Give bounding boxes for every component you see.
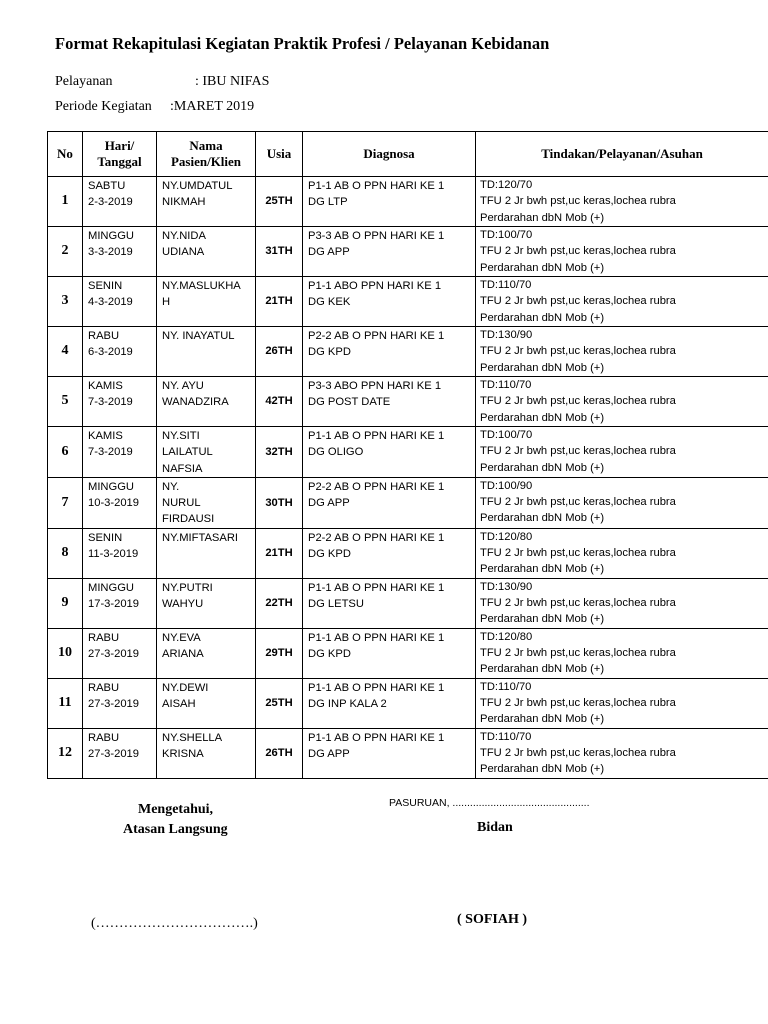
row-no: 12 [48,728,83,778]
row-hari-tanggal: KAMIS 7-3-2019 [83,377,157,427]
table-header-row [48,132,768,177]
row-no: 1 [48,177,83,227]
row-hari-tanggal: SENIN 11-3-2019 [83,528,157,578]
table-row [48,427,768,478]
row-nama-pasien: NY. INAYATUL [157,327,256,377]
periode-label: Periode Kegiatan [55,99,152,114]
row-hari-tanggal: RABU 27-3-2019 [83,678,157,728]
row-no: 7 [48,477,83,528]
pelayanan-value: : IBU NIFAS [195,74,270,89]
tindakan-td: TD:100/90 [480,479,533,492]
row-usia: 42TH [256,377,303,427]
row-diagnosa: P1-1 ABO PPN HARI KE 1 DG KEK [303,277,476,327]
header-nama-pasien: Nama Pasien/Klien [157,132,256,177]
row-diagnosa: P1-1 AB O PPN HARI KE 1 DG LTP [303,177,476,227]
header-diagnosa: Diagnosa [303,132,476,177]
tindakan-td: TD:120/80 [480,530,533,543]
table-row [48,227,768,277]
table-row [48,377,768,427]
row-usia: 26TH [256,327,303,377]
tindakan-perd: Perdarahan dbN Mob (+) [480,713,605,726]
row-hari-tanggal: RABU 27-3-2019 [83,628,157,678]
row-usia: 26TH [256,728,303,778]
tindakan-perd: Perdarahan dbN Mob (+) [480,461,605,474]
mengetahui-label: Mengetahui, [138,802,214,817]
tindakan-tfu: TFU 2 Jr bwh pst,uc keras,lochea rubra [480,195,676,208]
tindakan-perd: Perdarahan dbN Mob (+) [480,763,605,776]
tindakan-tfu: TFU 2 Jr bwh pst,uc keras,lochea rubra [480,597,676,610]
document-title: Format Rekapitulasi Kegiatan Praktik Profesi / Pelayanan Kebidanan [55,34,550,53]
table-row [48,578,768,628]
tindakan-perd: Perdarahan dbN Mob (+) [480,663,605,676]
row-no: 4 [48,327,83,377]
tindakan-td: TD:100/70 [480,229,533,241]
row-usia: 32TH [256,427,303,478]
row-tindakan [476,427,768,478]
row-nama-pasien: NY.NIDA UDIANA [157,227,256,277]
row-usia: 31TH [256,227,303,277]
signature-line-left: (…………………………….) [91,916,258,931]
row-diagnosa: P3-3 ABO PPN HARI KE 1 DG POST DATE [303,377,476,427]
row-nama-pasien: NY.UMDATUL NIKMAH [157,177,256,227]
row-no: 2 [48,227,83,277]
table-row [48,477,768,528]
row-no: 10 [48,628,83,678]
tindakan-tfu: TFU 2 Jr bwh pst,uc keras,lochea rubra [480,245,676,258]
tindakan-tfu: TFU 2 Jr bwh pst,uc keras,lochea rubra [480,647,676,660]
table-row [48,678,768,728]
row-nama-pasien: NY. AYU WANADZIRA [157,377,256,427]
row-hari-tanggal: RABU 6-3-2019 [83,327,157,377]
tindakan-td: TD:130/90 [480,329,533,341]
table-row [48,628,768,678]
tindakan-td: TD:100/70 [480,429,533,441]
tindakan-tfu: TFU 2 Jr bwh pst,uc keras,lochea rubra [480,395,676,408]
row-tindakan [476,528,768,578]
tindakan-tfu: TFU 2 Jr bwh pst,uc keras,lochea rubra [480,295,676,308]
row-tindakan [476,277,768,327]
atasan-label: Atasan Langsung [123,822,228,837]
row-hari-tanggal: MINGGU 3-3-2019 [83,227,157,277]
row-nama-pasien: NY.SITI LAILATUL NAFSIA [157,427,256,478]
tindakan-tfu: TFU 2 Jr bwh pst,uc keras,lochea rubra [480,496,676,509]
row-tindakan [476,377,768,427]
row-nama-pasien: NY.MIFTASARI [157,528,256,578]
table-row [48,327,768,377]
row-diagnosa: P3-3 AB O PPN HARI KE 1 DG APP [303,227,476,277]
row-no: 5 [48,377,83,427]
row-diagnosa: P1-1 AB O PPN HARI KE 1 DG INP KALA 2 [303,678,476,728]
row-no: 8 [48,528,83,578]
row-tindakan [476,678,768,728]
tindakan-tfu: TFU 2 Jr bwh pst,uc keras,lochea rubra [480,547,676,560]
row-diagnosa: P1-1 AB O PPN HARI KE 1 DG LETSU [303,578,476,628]
row-nama-pasien: NY.PUTRI WAHYU [157,578,256,628]
row-hari-tanggal: SABTU 2-3-2019 [83,177,157,227]
pelayanan-label: Pelayanan [55,74,113,89]
row-hari-tanggal: SENIN 4-3-2019 [83,277,157,327]
row-nama-pasien: NY.DEWI AISAH [157,678,256,728]
row-nama-pasien: NY.MASLUKHA H [157,277,256,327]
recap-table [47,131,768,779]
row-nama-pasien: NY. NURUL FIRDAUSI [157,477,256,528]
row-no: 11 [48,678,83,728]
periode-value: :MARET 2019 [170,99,255,114]
header-tindakan: Tindakan/Pelayanan/Asuhan [476,132,768,177]
tindakan-perd: Perdarahan dbN Mob (+) [480,411,605,424]
tindakan-tfu: TFU 2 Jr bwh pst,uc keras,lochea rubra [480,747,676,760]
tindakan-tfu: TFU 2 Jr bwh pst,uc keras,lochea rubra [480,697,676,710]
bidan-label: Bidan [477,820,513,835]
table-row [48,277,768,327]
row-diagnosa: P1-1 AB O PPN HARI KE 1 DG KPD [303,628,476,678]
tindakan-perd: Perdarahan dbN Mob (+) [480,311,605,324]
table-row [48,528,768,578]
tindakan-perd: Perdarahan dbN Mob (+) [480,261,605,274]
tindakan-td: TD:110/70 [480,730,532,743]
tindakan-td: TD:130/90 [480,580,533,593]
header-hari-tanggal: Hari/ Tanggal [83,132,157,177]
row-diagnosa: P2-2 AB O PPN HARI KE 1 DG APP [303,477,476,528]
header-no: No [48,132,83,177]
row-nama-pasien: NY.EVA ARIANA [157,628,256,678]
tindakan-perd: Perdarahan dbN Mob (+) [480,211,605,224]
row-tindakan [476,578,768,628]
tindakan-td: TD:120/80 [480,630,533,643]
signature-name-right: ( SOFIAH ) [457,912,527,927]
row-usia: 21TH [256,277,303,327]
row-usia: 25TH [256,678,303,728]
row-tindakan [476,227,768,277]
tindakan-tfu: TFU 2 Jr bwh pst,uc keras,lochea rubra [480,345,676,358]
row-usia: 30TH [256,477,303,528]
row-usia: 25TH [256,177,303,227]
row-tindakan [476,477,768,528]
row-hari-tanggal: MINGGU 17-3-2019 [83,578,157,628]
tindakan-tfu: TFU 2 Jr bwh pst,uc keras,lochea rubra [480,445,676,458]
row-diagnosa: P1-1 AB O PPN HARI KE 1 DG APP [303,728,476,778]
tindakan-td: TD:120/70 [480,179,533,191]
tindakan-perd: Perdarahan dbN Mob (+) [480,512,605,525]
row-tindakan [476,728,768,778]
row-usia: 29TH [256,628,303,678]
row-tindakan [476,327,768,377]
row-diagnosa: P2-2 AB O PPN HARI KE 1 DG KPD [303,528,476,578]
row-tindakan [476,628,768,678]
tindakan-td: TD:110/70 [480,279,532,291]
table-row [48,177,768,227]
row-tindakan [476,177,768,227]
row-no: 6 [48,427,83,478]
row-diagnosa: P2-2 AB O PPN HARI KE 1 DG KPD [303,327,476,377]
row-no: 3 [48,277,83,327]
row-hari-tanggal: KAMIS 7-3-2019 [83,427,157,478]
row-hari-tanggal: MINGGU 10-3-2019 [83,477,157,528]
row-diagnosa: P1-1 AB O PPN HARI KE 1 DG OLIGO [303,427,476,478]
table-row [48,728,768,778]
row-nama-pasien: NY.SHELLA KRISNA [157,728,256,778]
tindakan-perd: Perdarahan dbN Mob (+) [480,613,605,626]
tindakan-perd: Perdarahan dbN Mob (+) [480,361,605,374]
tindakan-td: TD:110/70 [480,680,532,693]
row-usia: 21TH [256,528,303,578]
tindakan-perd: Perdarahan dbN Mob (+) [480,563,605,576]
row-no: 9 [48,578,83,628]
header-usia: Usia [256,132,303,177]
place-date-line: PASURUAN, ............................................... [389,797,590,809]
tindakan-td: TD:110/70 [480,379,532,391]
row-usia: 22TH [256,578,303,628]
row-hari-tanggal: RABU 27-3-2019 [83,728,157,778]
